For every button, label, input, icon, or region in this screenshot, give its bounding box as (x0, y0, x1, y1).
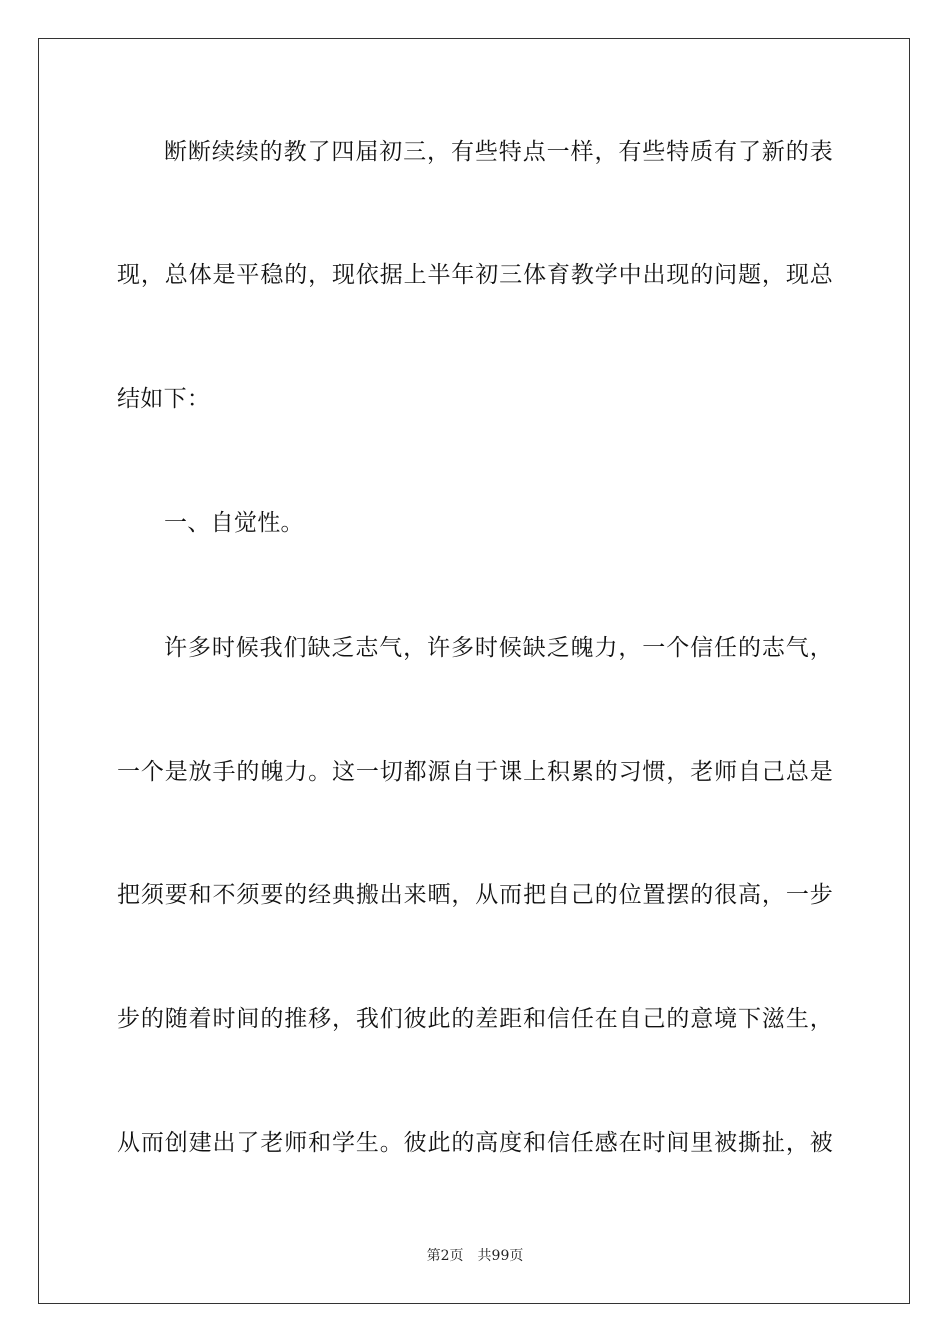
text-line-2: 现，总体是平稳的，现依据上半年初三体育教学中出现的问题，现总 (117, 262, 833, 288)
page-footer (0, 1247, 950, 1265)
text-line-7: 把须要和不须要的经典搬出来晒，从而把自己的位置摆的很高，一步 (117, 882, 833, 908)
page-number: 第2页 (426, 1248, 464, 1264)
section-heading: 一、自觉性。 (164, 510, 304, 536)
text-line-8: 步的随着时间的推移，我们彼此的差距和信任在自己的意境下滋生， (117, 1006, 833, 1032)
page-total: 共99页 (477, 1248, 524, 1264)
text-line-6: 一个是放手的魄力。这一切都源自于课上积累的习惯，老师自己总是 (117, 759, 833, 785)
text-line-5: 许多时候我们缺乏志气，许多时候缺乏魄力，一个信任的志气， (164, 635, 833, 661)
text-line-9: 从而创建出了老师和学生。彼此的高度和信任感在时间里被撕扯，被 (117, 1130, 833, 1156)
text-line-1: 断断续续的教了四届初三，有些特点一样，有些特质有了新的表 (164, 139, 833, 165)
text-line-3: 结如下： (117, 386, 211, 412)
page-border (38, 38, 910, 1304)
